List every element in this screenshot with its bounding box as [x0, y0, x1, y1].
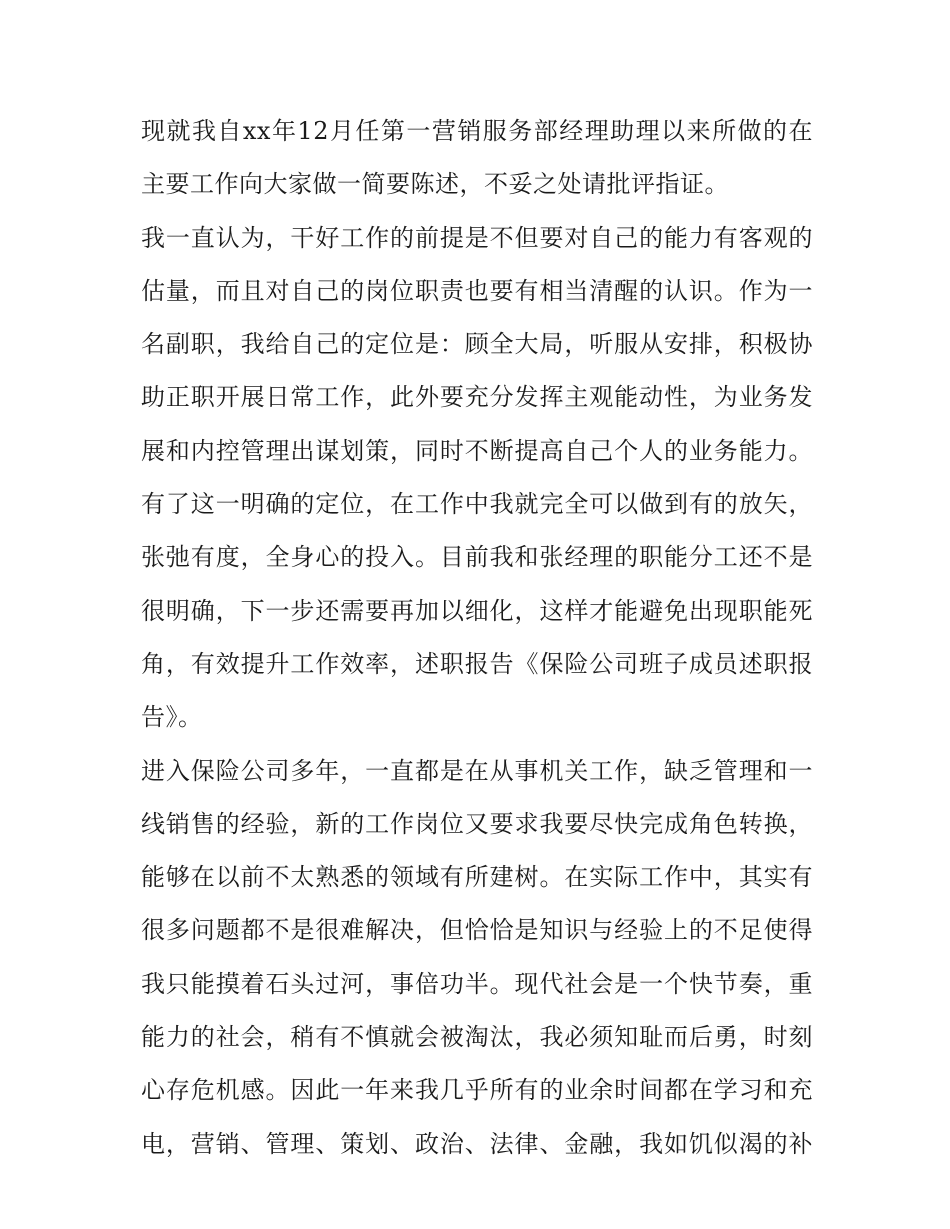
text-line: 估量，而且对自己的岗位职责也要有相当清醒的认识。作为一: [141, 276, 813, 305]
text-line: 进入保险公司多年，一直都是在从事机关工作，缺乏管理和一: [141, 756, 813, 785]
text-line: 线销售的经验，新的工作岗位又要求我要尽快完成角色转换，: [141, 809, 813, 838]
text-line: 角，有效提升工作效率，述职报告《保险公司班子成员述职报: [141, 649, 813, 678]
text-line: 主要工作向大家做一简要陈述，不妥之处请批评指证。: [141, 170, 729, 199]
text-line: 能力的社会，稍有不慎就会被淘汰，我必须知耻而后勇，时刻: [141, 1023, 813, 1052]
text-line: 张弛有度，全身心的投入。目前我和张经理的职能分工还不是: [141, 543, 813, 572]
text-line: 我只能摸着石头过河，事倍功半。现代社会是一个快节奏，重: [141, 969, 813, 998]
document-body: [141, 111, 813, 1177]
text-line: 有了这一明确的定位，在工作中我就完全可以做到有的放矢，: [141, 490, 813, 519]
text-line: 心存危机感。因此一年来我几乎所有的业余时间都在学习和充: [141, 1076, 813, 1105]
text-line: 现就我自xx年12月任第一营销服务部经理助理以来所做的在: [141, 117, 813, 145]
text-line: 助正职开展日常工作，此外要充分发挥主观能动性，为业务发: [141, 383, 813, 412]
text-line: 名副职，我给自己的定位是：顾全大局，听服从安排，积极协: [141, 330, 813, 359]
text-line: 很明确，下一步还需要再加以细化，这样才能避免出现职能死: [141, 596, 813, 625]
text-line: 我一直认为，干好工作的前提是不但要对自己的能力有客观的: [141, 223, 813, 252]
text-line: 能够在以前不太熟悉的领域有所建树。在实际工作中，其实有: [141, 863, 813, 892]
text-line: 告》。: [141, 703, 203, 732]
text-line: 很多问题都不是很难解决，但恰恰是知识与经验上的不足使得: [141, 916, 813, 945]
text-line: 电，营销、管理、策划、政治、法律、金融，我如饥似渴的补: [141, 1129, 813, 1158]
text-line: 展和内控管理出谋划策，同时不断提高自己个人的业务能力。: [141, 436, 813, 465]
